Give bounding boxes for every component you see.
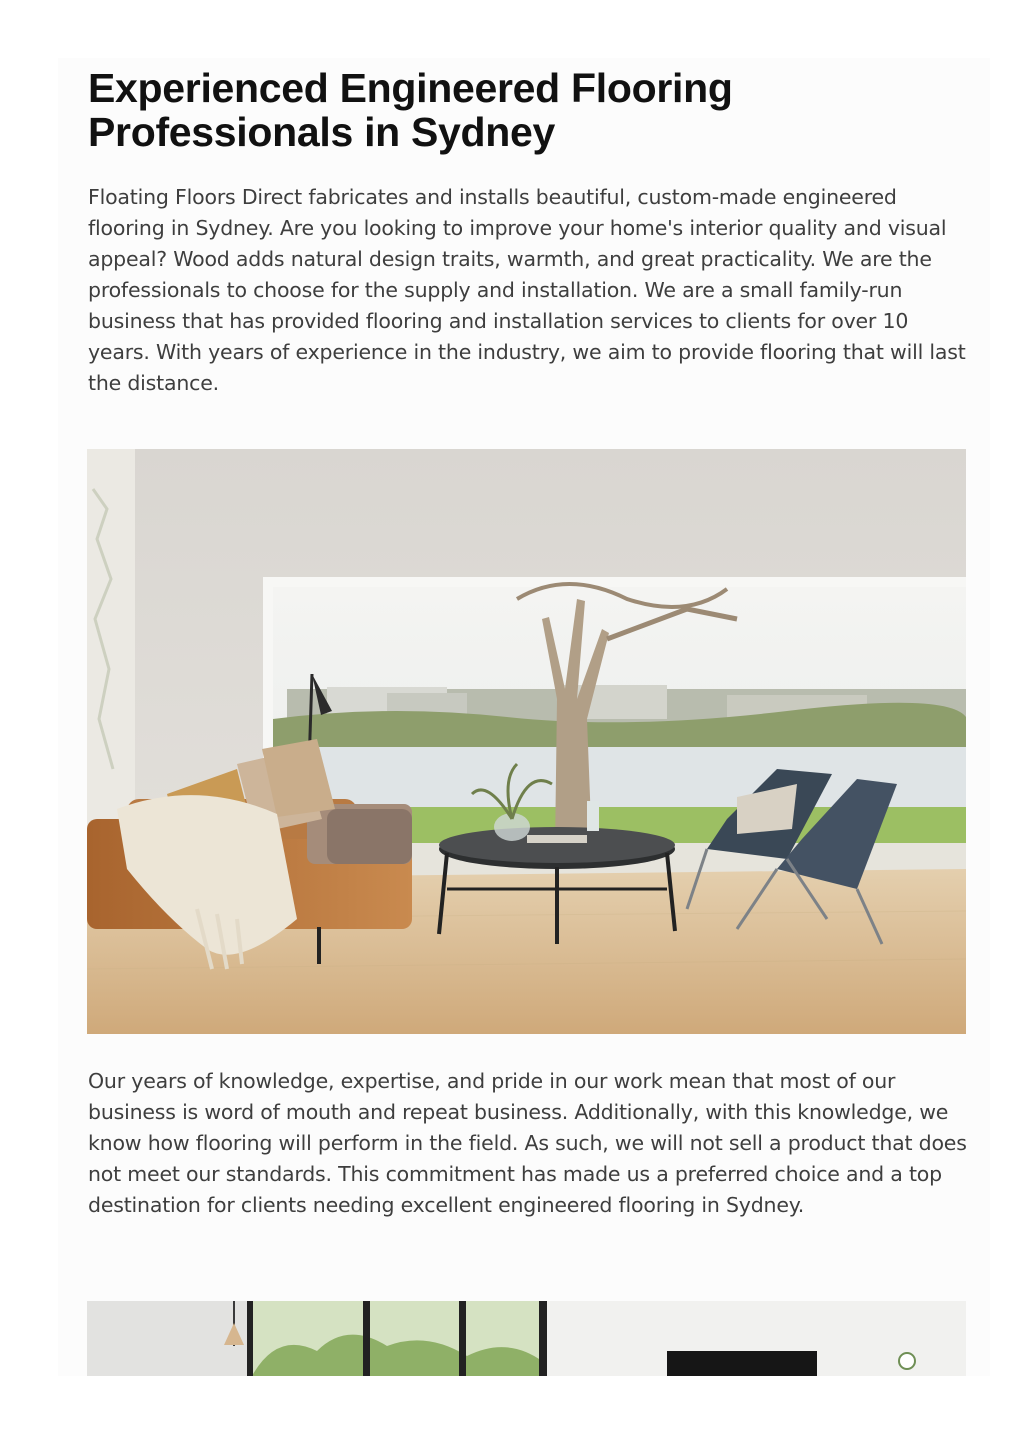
interior-illustration — [87, 1301, 966, 1376]
page-title: Experienced Engineered Flooring Professionals in Sydney — [88, 65, 733, 155]
body-paragraph: Our years of knowledge, expertise, and pride in our work mean that most of our business is word of mouth and repeat business. Additionally, with this knowledge, we know how flooring will perform in the field. As such, we will not sell a product that does not meet our standards. This commitment has made us a preferred choice and a top destination for clients needing excellent engineered flooring in Sydney. — [88, 1069, 967, 1217]
intro-paragraph: Floating Floors Direct fabricates and installs beautiful, custom-made engineered flooring in Sydney. Are you looking to improve your home's interior quality and visual appeal? Wood adds natural design traits, warmth, and great practicality. We are the professionals to choose for the supply and installation. We are a small family-run business that has provided flooring and installation services to clients for over 10 years. With years of experience in the industry, we aim to provide flooring that will last the distance. — [88, 185, 966, 395]
article-card — [58, 58, 990, 1376]
interior-photo — [87, 1301, 966, 1376]
living-room-illustration — [87, 449, 966, 1034]
living-room-photo — [87, 449, 966, 1034]
